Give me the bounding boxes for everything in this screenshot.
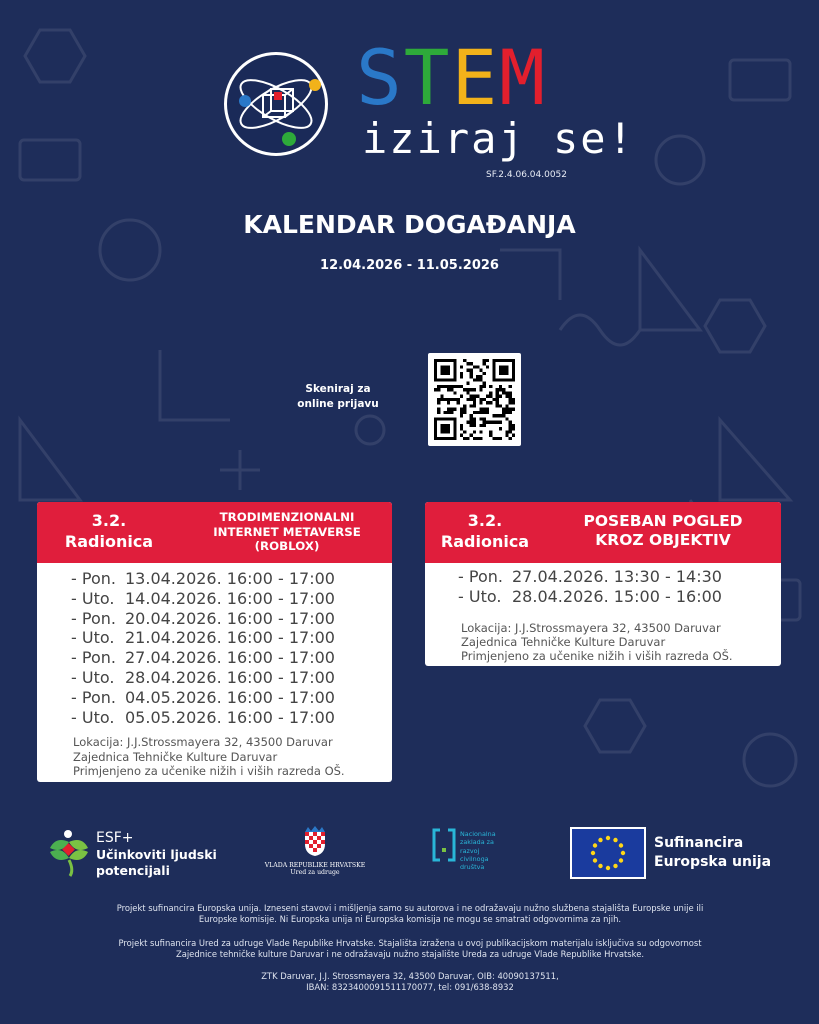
slogan: iziraj se! xyxy=(362,114,635,163)
registration-qr-code[interactable] xyxy=(428,353,521,446)
eu-logo xyxy=(570,827,780,879)
workshop-card-photography xyxy=(425,502,781,666)
card-title-line1: POSEBAN POGLED xyxy=(583,512,743,530)
eu-disclaimer: Projekt sufinancira Europska unija. Izneseni stavovi i mišljenja samo su autorova i ne odražavaju nužno službena stajališta Europske unije ili Europske komisije. Ni Europska unija ni Europska komisija ne mogu se smatrati odgovornima za njih. xyxy=(116,903,704,925)
esf-mark: ESF+ xyxy=(96,830,134,846)
zaklada-logo xyxy=(432,828,522,880)
vlada-line2: Ured za udruge xyxy=(290,869,340,876)
session-item: - Uto. 28.04.2026. 16:00 - 17:00 xyxy=(71,667,335,687)
location-organizer: Zajednica Tehničke Kulture Daruvar xyxy=(73,749,278,764)
card-number-value: 3.2. xyxy=(467,511,503,530)
session-item: - Uto. 21.04.2026. 16:00 - 17:00 xyxy=(71,628,335,648)
stem-wordmark xyxy=(356,33,548,122)
esf-flower-icon xyxy=(48,828,90,878)
card-header xyxy=(425,502,781,563)
card-number xyxy=(49,511,169,553)
card-location xyxy=(425,607,781,664)
ured-disclaimer: Projekt sufinancira Ured za udruge Vlade Republike Hrvatske. Stajališta izražena u ovoj publikacijskom materijalu isključiva su odgovornost Zajednice tehničke kulture Daruvar i ne odražavaju nužno stajalište Ureda za udruge Vlade Republike Hrvatske. xyxy=(118,938,702,960)
card-title xyxy=(187,510,387,554)
card-type: Radionica xyxy=(440,531,530,551)
project-code: SF.2.4.06.04.0052 xyxy=(486,170,568,180)
card-number-value: 3.2. xyxy=(91,511,127,530)
target-audience: Primjenjeno za učenike nižih i viših razreda OŠ. xyxy=(73,764,345,779)
session-item: - Pon. 13.04.2026. 16:00 - 17:00 xyxy=(71,569,335,588)
card-header xyxy=(37,502,392,563)
eu-line1: Sufinancira xyxy=(654,835,744,851)
stem-letter-t: T xyxy=(403,33,452,122)
qr-code-icon xyxy=(434,359,515,440)
session-item: - Pon. 20.04.2026. 16:00 - 17:00 xyxy=(71,608,335,628)
card-title-line2: INTERNET METAVERSE xyxy=(213,524,361,539)
qr-label-line1: Skeniraj za xyxy=(305,383,371,395)
session-item: - Pon. 27.04.2026. 13:30 - 14:30 xyxy=(458,567,722,586)
stem-letter-s: S xyxy=(356,33,404,122)
esf-line1: Učinkoviti ljudski xyxy=(96,847,217,862)
target-audience: Primjenjeno za učenike nižih i viših razreda OŠ. xyxy=(461,649,733,664)
location-address: Lokacija: J.J.Strossmayera 32, 43500 Daruvar xyxy=(461,620,721,635)
workshop-card-roblox xyxy=(37,502,392,782)
qr-label-line2: online prijavu xyxy=(297,397,379,410)
card-title-line1: TRODIMENZIONALNI xyxy=(219,510,355,524)
card-type: Radionica xyxy=(64,531,154,551)
zaklada-text: Nacionalna zaklada za razvoj civilnoga društva xyxy=(460,830,496,872)
card-number xyxy=(425,511,545,553)
card-location xyxy=(37,727,392,778)
eu-line2: Europska unija xyxy=(654,854,772,870)
page-title: KALENDAR DOGAĐANJA xyxy=(243,210,576,239)
location-address: Lokacija: J.J.Strossmayera 32, 43500 Daruvar xyxy=(73,735,333,750)
session-list xyxy=(425,563,781,607)
stem-letter-m: M xyxy=(499,33,548,122)
session-item: - Pon. 04.05.2026. 16:00 - 17:00 xyxy=(71,687,335,707)
vlada-logo xyxy=(260,826,370,882)
esf-line2: potencijali xyxy=(96,863,170,878)
session-item: - Uto. 28.04.2026. 15:00 - 16:00 xyxy=(458,586,722,606)
card-title-line2: KROZ OBJEKTIV xyxy=(595,531,731,550)
atom-cube-icon xyxy=(227,55,325,153)
contact-info: ZTK Daruvar, J.J. Strossmayera 32, 43500 Daruvar, OIB: 40090137511, IBAN: 8323400091511170077, tel: 091/638-8932 xyxy=(261,971,559,993)
date-range: 12.04.2026 - 11.05.2026 xyxy=(320,258,499,273)
session-list xyxy=(37,563,392,727)
session-item: - Uto. 14.04.2026. 16:00 - 17:00 xyxy=(71,588,335,608)
session-item: - Pon. 27.04.2026. 16:00 - 17:00 xyxy=(71,648,335,668)
zaklada-bracket-icon xyxy=(432,828,456,862)
card-title-line3: (ROBLOX) xyxy=(254,539,320,554)
stem-atom-logo xyxy=(224,52,328,156)
location-organizer: Zajednica Tehničke Kulture Daruvar xyxy=(461,634,666,649)
esf-logo xyxy=(48,828,218,880)
vlada-line1: VLADA REPUBLIKE HRVATSKE xyxy=(264,862,366,869)
stem-letter-e: E xyxy=(451,33,500,122)
croatian-coat-of-arms-icon xyxy=(303,826,327,856)
card-title xyxy=(561,512,765,551)
session-item: - Uto. 05.05.2026. 16:00 - 17:00 xyxy=(71,707,335,727)
eu-flag-icon xyxy=(570,827,646,879)
qr-label xyxy=(288,382,388,411)
